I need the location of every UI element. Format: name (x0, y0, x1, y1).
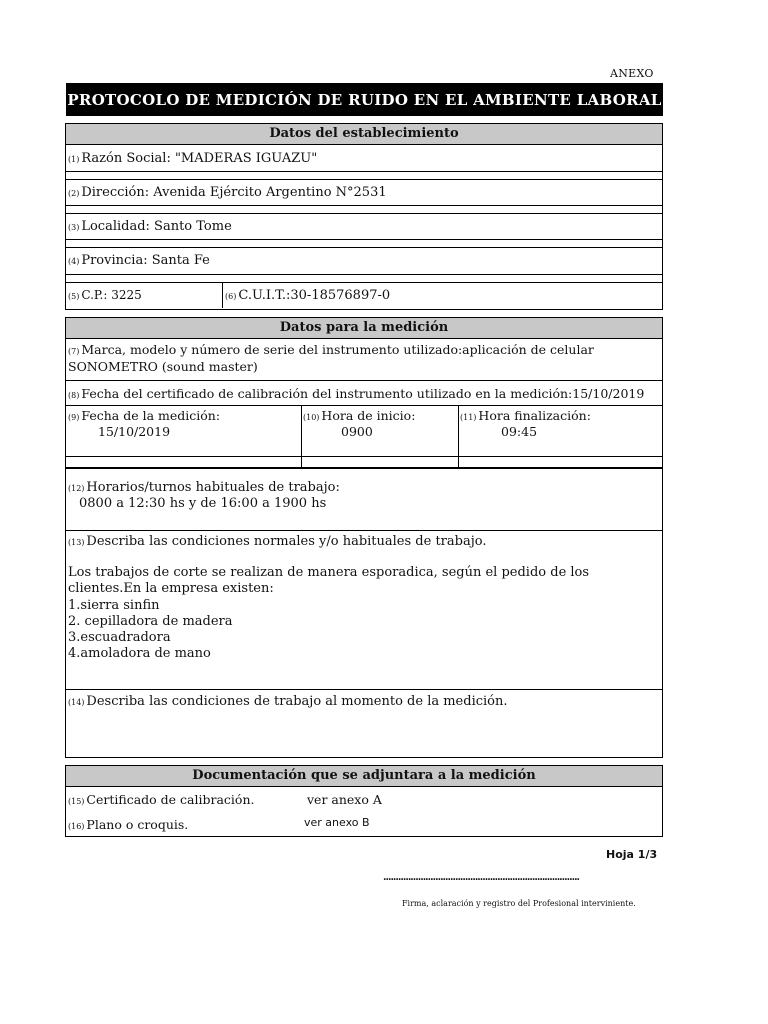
certificado-doc-label: Certificado de calibración. (86, 792, 255, 807)
spacer-row (66, 275, 662, 283)
condiciones-line: 1.sierra sinfin (68, 597, 160, 613)
razon-social-row (66, 145, 662, 172)
momento-row (66, 690, 662, 756)
field-number: (13) (68, 538, 85, 547)
certificado-row (66, 381, 662, 406)
documentacion-section (65, 765, 663, 837)
direccion-row (66, 180, 662, 206)
provincia: Provincia: Santa Fe (81, 253, 210, 268)
horarios-value: 0800 a 12:30 hs y de 16:00 a 1900 hs (79, 496, 327, 511)
establecimiento-section (65, 123, 663, 310)
fecha-cell (68, 408, 220, 423)
fecha-hora-row (66, 406, 662, 468)
momento-label-cell (68, 694, 508, 709)
inicio-label: Hora de inicio: (321, 408, 416, 423)
anexo-b-value: ver anexo B (304, 816, 370, 829)
fecha-value: 15/10/2019 (98, 424, 171, 439)
field-number: (7) (68, 347, 80, 356)
documentacion-header: Documentación que se adjuntara a la medición (66, 766, 662, 787)
momento-label: Describa las condiciones de trabajo al momento de la medición. (86, 694, 508, 709)
divider (222, 283, 223, 308)
instrumento-row (66, 339, 662, 381)
anexo-a-value: ver anexo A (307, 792, 382, 807)
medicion-section (65, 317, 663, 758)
page-title: PROTOCOLO DE MEDICIÓN DE RUIDO EN EL AMBIENTE LABORAL (66, 83, 663, 116)
divider (301, 406, 302, 467)
field-number: (2) (68, 189, 80, 198)
horarios-label: Horarios/turnos habituales de trabajo: (86, 480, 340, 495)
medicion-header: Datos para la medición (66, 318, 662, 339)
fin-cell (460, 408, 591, 423)
divider (458, 406, 459, 467)
divider (66, 468, 662, 469)
inicio-cell (303, 408, 415, 423)
field-number: (12) (68, 484, 85, 493)
condiciones-label: Describa las condiciones normales y/o habituales de trabajo. (86, 534, 487, 549)
localidad-row (66, 214, 662, 240)
condiciones-row (66, 531, 662, 690)
cuit: C.U.I.T.:30-18576897-0 (238, 288, 391, 303)
razon-social: Razón Social: "MADERAS IGUAZU" (81, 151, 318, 166)
cp-cuit-row (66, 283, 662, 308)
inicio-value: 0900 (341, 424, 373, 439)
signature-line: ............................................................................... (383, 872, 580, 883)
direccion: Dirección: Avenida Ejército Argentino N°2531 (81, 185, 387, 200)
plano-doc-label-text: Plano o croquis. (86, 817, 189, 832)
page-number: Hoja 1/3 (606, 848, 658, 861)
establecimiento-header: Datos del establecimiento (66, 124, 662, 145)
codigo-postal: C.P.: 3225 (81, 288, 142, 302)
field-number: (5) (68, 292, 80, 301)
condiciones-line: 2. cepilladora de madera (68, 613, 233, 629)
condiciones-line: 3.escuadradora (68, 630, 171, 646)
field-number: (1) (68, 155, 80, 164)
spacer-row (66, 206, 662, 214)
divider (66, 456, 662, 457)
spacer-row (66, 172, 662, 180)
condiciones-label-cell (68, 534, 486, 549)
field-number: (4) (68, 257, 80, 266)
localidad: Localidad: Santo Tome (81, 219, 232, 234)
plano-doc-row (68, 817, 188, 832)
field-number: (6) (225, 292, 237, 301)
cp-cell (68, 288, 142, 303)
field-number: (8) (68, 391, 80, 400)
field-number: (15) (68, 797, 85, 806)
horarios-label-cell (68, 480, 340, 495)
spacer-row (66, 240, 662, 248)
certificado-doc-row (68, 792, 254, 807)
field-number: (14) (68, 698, 85, 707)
field-number: (3) (68, 223, 80, 232)
instrumento: Marca, modelo y número de serie del instrumento utilizado:aplicación de celular SONOMETRO (sound master) (68, 342, 594, 374)
horarios-row (66, 478, 662, 531)
certificado-fecha: Fecha del certificado de calibración del instrumento utilizado en la medición:15/10/2019 (81, 386, 645, 401)
fin-value: 09:45 (501, 424, 538, 439)
field-number: (16) (68, 822, 85, 831)
field-number: (10) (303, 413, 320, 422)
condiciones-line: 4.amoladora de mano (68, 646, 211, 662)
provincia-row (66, 248, 662, 275)
anexo-label: ANEXO (610, 67, 654, 80)
fin-label: Hora finalización: (478, 408, 591, 423)
cuit-cell (225, 288, 390, 303)
signature-caption: Firma, aclaración y registro del Profesional interviniente. (402, 899, 636, 908)
field-number: (11) (460, 413, 477, 422)
condiciones-text (68, 565, 656, 663)
fecha-label: Fecha de la medición: (81, 408, 221, 423)
condiciones-line: Los trabajos de corte se realizan de manera esporadica, según el pedido de los clientes.En la empresa existen: (68, 565, 590, 597)
field-number: (9) (68, 413, 80, 422)
